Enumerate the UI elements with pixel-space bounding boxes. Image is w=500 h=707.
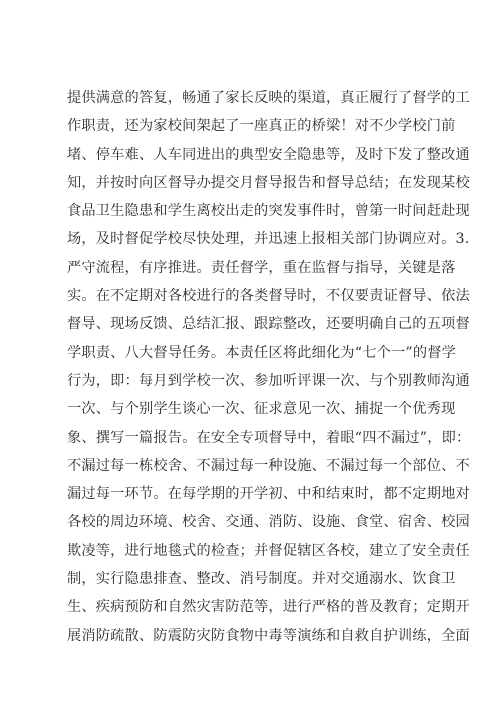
text-line: 作职责，还为家校间架起了一座真正的桥梁！对不少学校门前 [67, 118, 456, 135]
text-line: 不漏过每一栋校舍、不漏过每一种设施、不漏过每一个部位、不 [67, 457, 470, 474]
text-line: 制，实行隐患排查、整改、消号制度。并对交通溺水、饮食卫 [67, 571, 456, 588]
text-line: 知，并按时向区督导办提交月督导报告和督导总结；在发现某校 [67, 174, 470, 191]
text-line: 一次、与个别学生谈心一次、征求意见一次、捕捉一个优秀现 [67, 401, 456, 418]
text-line: 生、疾病预防和自然灾害防范等，进行严格的普及教育；定期开 [67, 599, 470, 616]
text-line: 象、撰写一篇报告。在安全专项督导中，着眼“四不漏过”，即： [67, 429, 471, 446]
text-line: 场，及时督促学校尽快处理，并迅速上报相关部门协调应对。3. [67, 231, 470, 248]
text-line: 欺凌等，进行地毯式的检查；并督促辖区各校，建立了安全责任 [67, 542, 470, 559]
text-line: 各校的周边环境、校舍、交通、消防、设施、食堂、宿舍、校园 [67, 514, 470, 531]
text-line: 实。在不定期对各校进行的各类督导时，不仅要责证督导、依法 [67, 288, 470, 305]
text-line: 展消防疏散、防震防灾防食物中毒等演练和自救自护训练，全面 [67, 627, 470, 644]
body-text [67, 84, 471, 650]
text-line: 督导、现场反馈、总结汇报、跟踪整改，还要明确自己的五项督 [67, 316, 470, 333]
text-line: 学职责、八大督导任务。本责任区将此细化为“七个一”的督学 [67, 344, 456, 361]
text-line: 堵、停车难、人车同进出的典型安全隐患等，及时下发了整改通 [67, 146, 470, 163]
text-line: 行为，即：每月到学校一次、参加听评课一次、与个别教师沟通 [67, 372, 470, 389]
text-line: 食品卫生隐患和学生离校出走的突发事件时，曾第一时间赶赴现 [67, 203, 470, 220]
text-line: 提供满意的答复，畅通了家长反映的渠道，真正履行了督学的工 [67, 90, 470, 106]
text-line: 漏过每一环节。在每学期的开学初、中和结束时，都不定期地对 [67, 486, 470, 503]
text-line: 严守流程，有序推进。责任督学，重在监督与指导，关键是落 [67, 259, 456, 276]
